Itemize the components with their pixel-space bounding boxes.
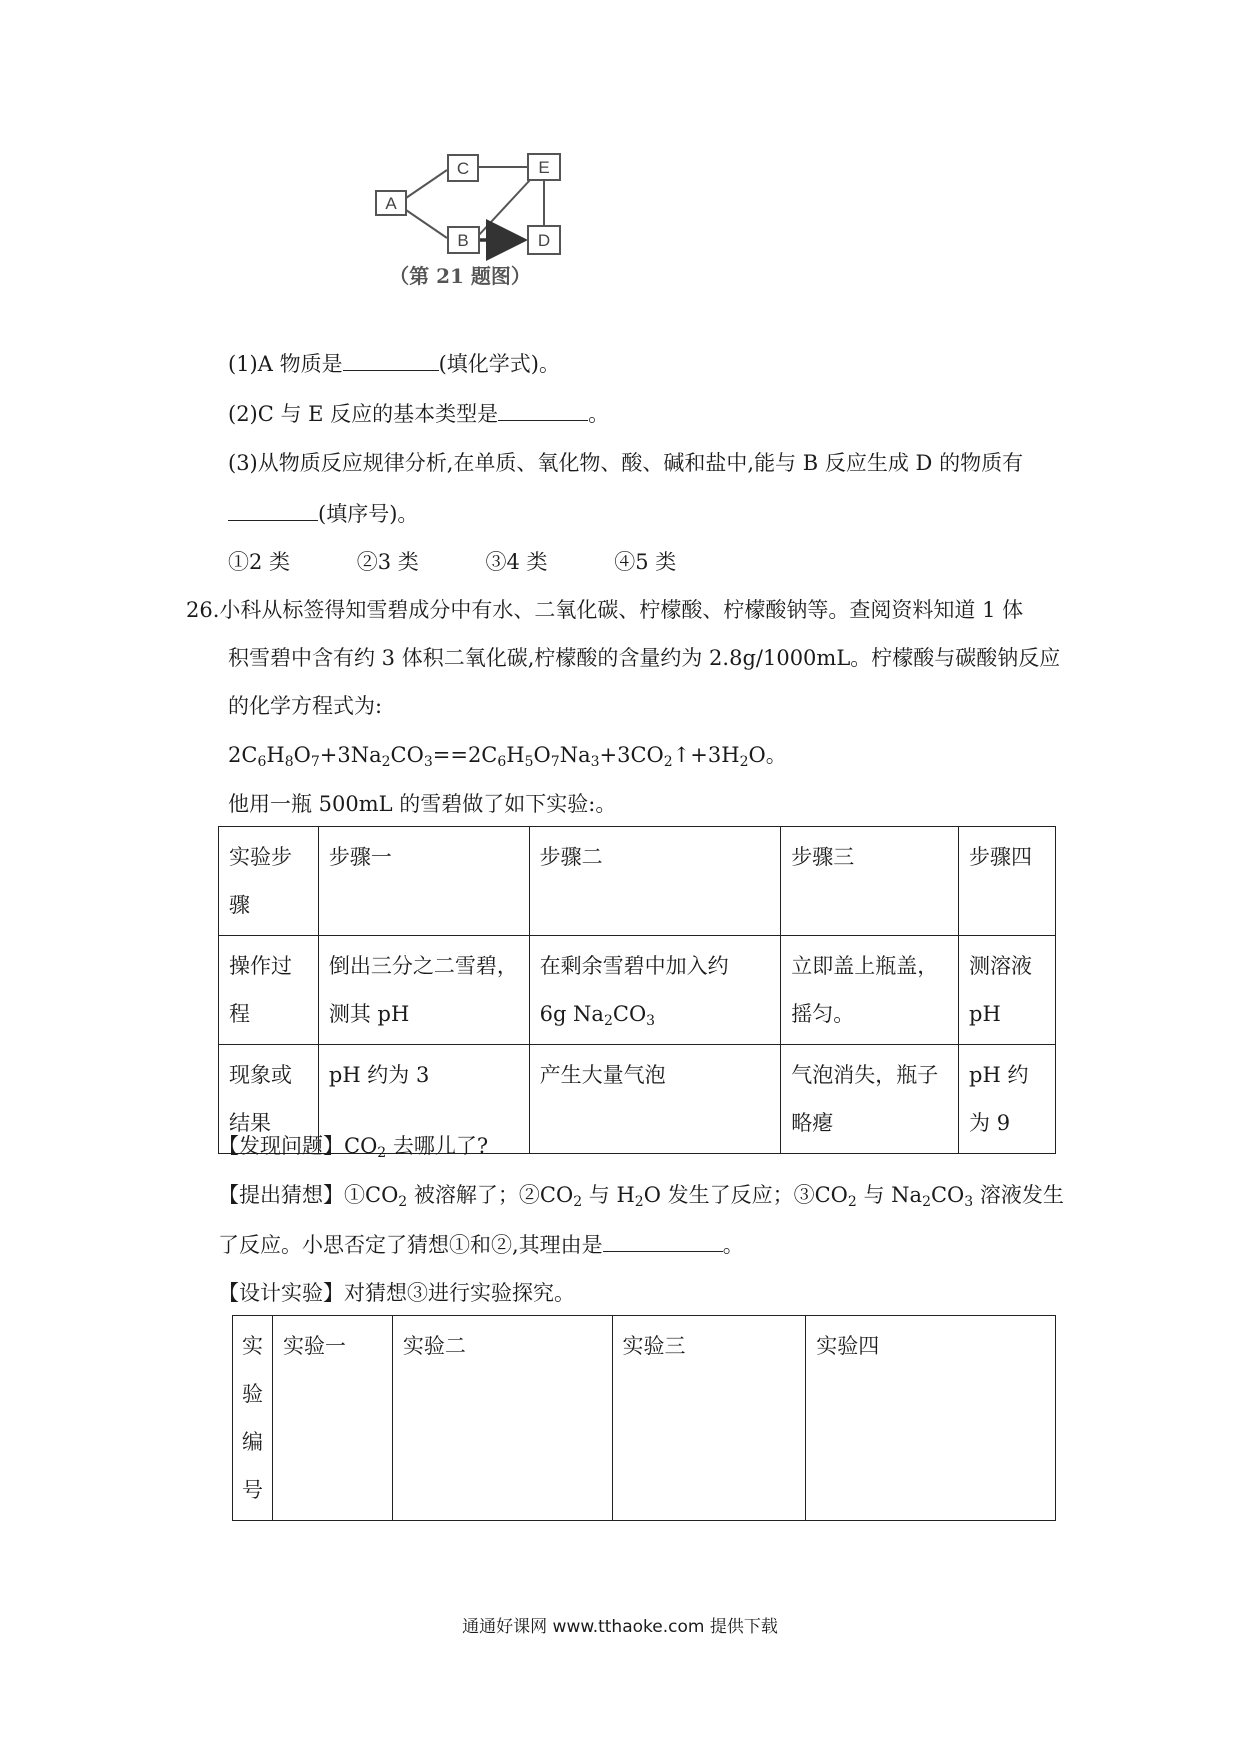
q2-text: (2)C 与 E 反应的基本类型是: [228, 402, 499, 426]
table-cell: 实验三: [612, 1316, 806, 1521]
table-cell: 产生大量气泡: [529, 1045, 781, 1154]
question-26-line5: 他用一瓶 500mL 的雪碧做了如下实验:。: [228, 792, 617, 816]
table-cell: 步骤四: [959, 827, 1056, 936]
table-cell: 在剩余雪碧中加入约 6g $Na_2CO_3$: [529, 936, 781, 1045]
answer-blank[interactable]: [343, 348, 439, 371]
table-cell: 操作过程: [219, 936, 319, 1045]
node-d: [528, 226, 560, 254]
table-cell: 立即盖上瓶盖，摇匀。: [781, 936, 959, 1045]
node-e: [528, 154, 560, 180]
question-21-2: [228, 398, 609, 429]
answer-blank[interactable]: [603, 1229, 723, 1252]
table-cell: 步骤一: [318, 827, 529, 936]
table-cell: 步骤三: [781, 827, 959, 936]
answer-blank[interactable]: [228, 498, 318, 521]
table-cell: pH 约为 9: [959, 1045, 1056, 1154]
q1-suffix: (填化学式)。: [438, 352, 560, 376]
table-row: [219, 827, 1056, 936]
hypothesis-text: 了反应。小思否定了猜想①和②,其理由是: [218, 1233, 603, 1257]
table-cell: 实验四: [806, 1316, 1056, 1521]
table-cell: 实 验 编 号: [233, 1316, 273, 1521]
question-21-3-cont: [228, 498, 418, 529]
question-26-line1: 26.小科从标签得知雪碧成分中有水、二氧化碳、柠檬酸、柠檬酸钠等。查阅资料知道 1 体: [186, 598, 1024, 622]
table-cell: 实验二: [392, 1316, 612, 1521]
options-row: [228, 547, 676, 577]
node-a: [376, 191, 406, 215]
figure-caption: （第 21 题图）: [389, 264, 531, 288]
answer-blank[interactable]: [498, 398, 588, 421]
figure-canvas: [360, 150, 680, 340]
svg-text:A: A: [385, 194, 397, 213]
table-cell: 现象或结果: [219, 1045, 319, 1154]
hypothesis-suffix: 。: [722, 1233, 744, 1257]
experiment-steps-table: [218, 826, 1056, 1154]
table-cell: pH 约为 3: [318, 1045, 529, 1154]
question-26-line2: 积雪碧中含有约 3 体积二氧化碳,柠檬酸的含量约为 2.8g/1000mL。柠檬酸与碳酸钠反应: [228, 646, 1061, 670]
table-row: [219, 936, 1056, 1045]
option-1[interactable]: ①2 类: [228, 550, 291, 574]
chemical-equation: $2C_6H_8O_7+3Na_2CO_3==2C_6H_5O_7Na_3+3CO_2↑+3H_2O$。: [228, 743, 787, 770]
table-cell: 测溶液 pH: [959, 936, 1056, 1045]
table-cell: 步骤二: [529, 827, 781, 936]
svg-text:E: E: [538, 158, 550, 177]
svg-text:B: B: [457, 231, 469, 250]
hypothesis-line2: [218, 1229, 744, 1260]
page-footer: 通通好课网 www.tthaoke.com 提供下载: [462, 1617, 778, 1637]
experiment-number-table: [232, 1315, 1056, 1521]
q3-suffix: (填序号)。: [318, 502, 419, 526]
table-cell: 气泡消失，瓶子略瘪: [781, 1045, 959, 1154]
table-row: [233, 1316, 1056, 1521]
table-cell: 倒出三分之二雪碧，测其 pH: [318, 936, 529, 1045]
design-experiment: 【设计实验】对猜想③进行实验探究。: [218, 1281, 575, 1305]
q1-text: (1)A 物质是: [228, 352, 343, 376]
svg-text:D: D: [537, 231, 551, 250]
option-4[interactable]: ④5 类: [614, 550, 677, 574]
svg-text:C: C: [456, 159, 470, 178]
table-cell: 实验步骤: [219, 827, 319, 936]
hypothesis-line1: 【提出猜想】$①CO_2$ 被溶解了；$②CO_2$ 与 $H_2O$ 发生了反应；$③CO_2$ 与 $Na_2CO_3$ 溶液发生: [218, 1183, 1064, 1210]
q2-suffix: 。: [588, 402, 610, 426]
table-cell: 实验一: [272, 1316, 392, 1521]
discover-problem: 【发现问题】$CO_2$ 去哪儿了?: [218, 1134, 489, 1161]
option-3[interactable]: ③4 类: [485, 550, 548, 574]
option-2[interactable]: ②3 类: [356, 550, 419, 574]
node-c: [448, 155, 478, 181]
question-21-1: [228, 348, 560, 379]
node-b: [448, 227, 479, 253]
question-26-line3: 的化学方程式为:: [228, 694, 383, 718]
question-21-3: (3)从物质反应规律分析,在单质、氧化物、酸、碱和盐中,能与 B 反应生成 D 的物质有: [228, 451, 1024, 475]
